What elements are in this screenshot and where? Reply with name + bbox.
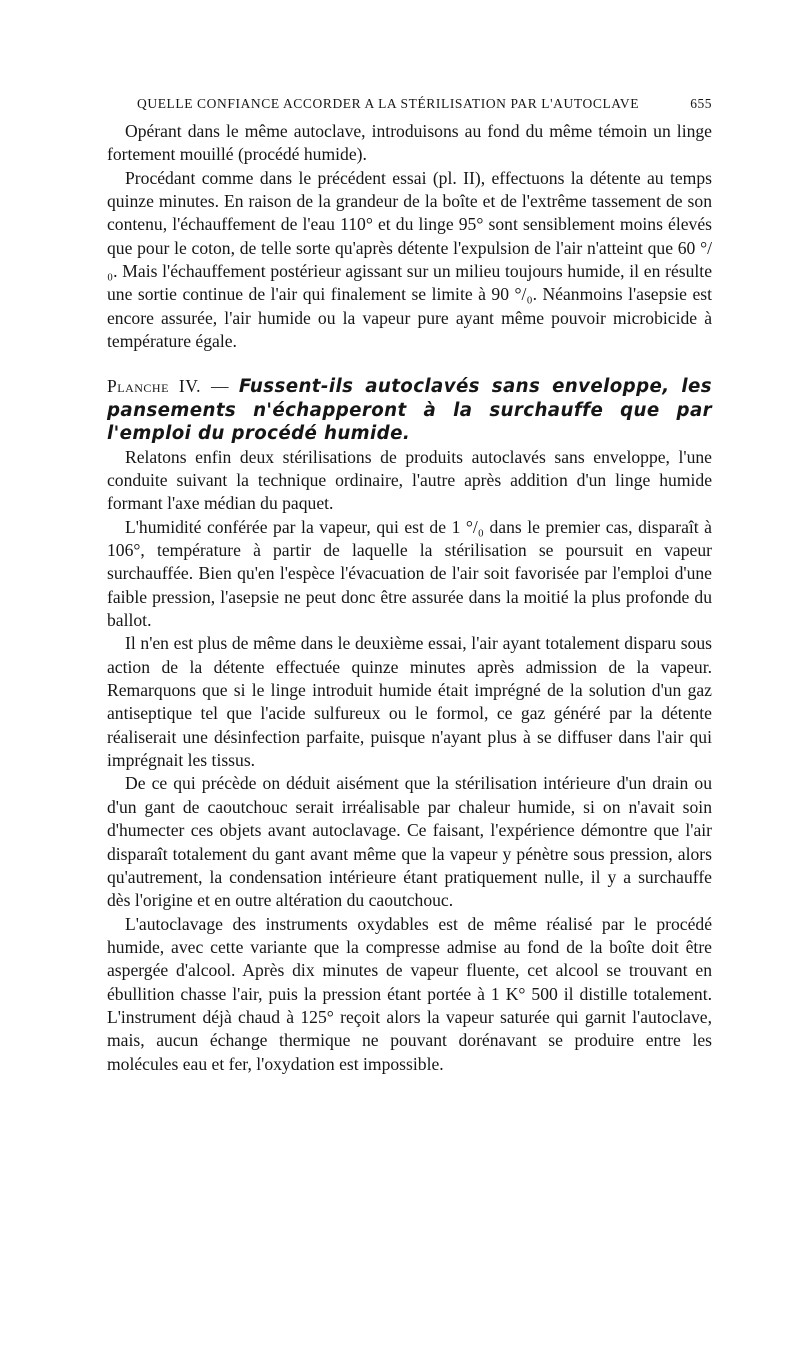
paragraph: L'humidité conférée par la vapeur, qui est de 1 °/₀ dans le premier cas, disparaît à 106°, température à partir de laquelle la stérilisation se poursuit en vapeur surchauffée. Bien qu'en l'espèce l'évacuation de l'air soit favorisée par l'emploi d'une faible pression, l'asepsie ne peut donc être assurée dans la moitié la plus profonde du ballot. bbox=[107, 516, 712, 631]
paragraph: Opérant dans le même autoclave, introduisons au fond du même témoin un linge fortement mouillé (procédé humide). bbox=[107, 121, 712, 165]
paragraph: Procédant comme dans le précédent essai (pl. II), effectuons la détente au temps quinze minutes. En raison de la grandeur de la boîte et de l'extrême tassement de son contenu, l'échauffement de l'eau 110° et du linge 95° sont sensiblement moins élevés que pour le coton, de telle sorte qu'après détente l'expulsion de l'air n'atteint que 60 °/₀. Mais l'échauffement postérieur agissant sur un milieu toujours humide, il en résulte une sortie continue de l'air qui finalement se limite à 90 °/₀. Néanmoins l'asepsie est encore assurée, l'air humide ou la vapeur pure ayant même pouvoir microbicide à température égale. bbox=[107, 167, 712, 352]
running-title: QUELLE CONFIANCE ACCORDER A LA STÉRILISATION PAR L'AUTOCLAVE bbox=[137, 96, 640, 111]
running-head bbox=[107, 96, 712, 112]
book-page bbox=[107, 96, 712, 1076]
paragraph: Relatons enfin deux stérilisations de produits autoclavés sans enveloppe, l'une conduite suivant la technique ordinaire, l'autre après addition d'un linge humide formant l'axe médian du paquet. bbox=[107, 446, 712, 514]
paragraph: Il n'en est plus de même dans le deuxième essai, l'air ayant totalement disparu sous action de la détente effectuée quinze minutes après admission de la vapeur. Remarquons que si le linge introduit humide était imprégné de la solution d'un gaz antiseptique tel que l'acide sulfureux ou le formol, ce gaz généré par la détente réaliserait une désinfection parfaite, puisque n'ayant plus à se diffuser dans l'air qui imprégnait les tissus. bbox=[107, 633, 712, 771]
page-number: 655 bbox=[690, 96, 712, 111]
page-body bbox=[107, 120, 712, 1076]
section-gap bbox=[107, 353, 712, 375]
plate-title: Fussent-ils autoclavés sans enveloppe, les pansements n'échapperont à la surchauffe que par l'emploi du procédé humide. bbox=[107, 376, 713, 445]
plate-label: Planche IV. — bbox=[107, 376, 229, 397]
plate-heading bbox=[107, 375, 712, 445]
paragraph: L'autoclavage des instruments oxydables est de même réalisé par le procédé humide, avec cette variante que la compresse admise au fond de la boîte doit être aspergée d'alcool. Après dix minutes de vapeur fluente, cet alcool se trouvant en ébullition chasse l'air, puis la pression étant portée à 1 K° 500 il distille totalement. L'instrument déjà chaud à 125° reçoit alors la vapeur saturée qui garnit l'autoclave, mais, aucun échange thermique ne pouvant dorénavant se produire entre les molécules eau et fer, l'oxydation est impossible. bbox=[107, 913, 712, 1074]
paragraph: De ce qui précède on déduit aisément que la stérilisation intérieure d'un drain ou d'un gant de caoutchouc serait irréalisable par chaleur humide, si on n'avait soin d'humecter ces objets avant autoclavage. Ce faisant, l'expérience démontre que l'air disparaît totalement du gant avant même que la vapeur y pénètre sous pression, alors qu'autrement, la condensation intérieure étant pratiquement nulle, il y a surchauffe dès l'origine et en outre altération du caoutchouc. bbox=[107, 773, 712, 911]
